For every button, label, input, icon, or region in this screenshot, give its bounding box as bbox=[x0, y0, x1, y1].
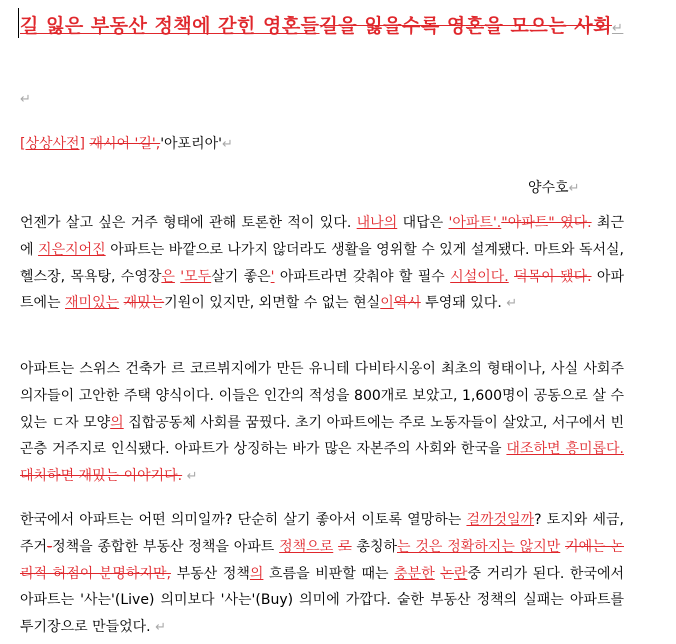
author-name[interactable] bbox=[528, 177, 579, 197]
text-run: 아파트는 바깥으로 나가지 않더라도 생활을 영위할 수 있게 설계됐다. 마트와 독서실, 헬스장, 목욕탕, 수영장 bbox=[20, 241, 625, 285]
text-run: 아파트라면 갖춰야 할 필수 bbox=[279, 268, 445, 285]
text-run: 아파트에는 bbox=[20, 268, 624, 312]
text-run: 중 거리가 된다. 한국에서 아파트는 '사는'(Live) 의미보다 '사는'(Buy) 의미에 가깝다. 숱한 부동산 정책의 실패는 아파트를 투기장으로 만들었다. bbox=[20, 565, 625, 636]
deleted-text: - bbox=[47, 538, 53, 555]
empty-paragraph[interactable] bbox=[20, 92, 31, 107]
deleted-text: 대치하면 재밌는 이야기다. bbox=[20, 468, 183, 485]
inserted-text: 걸까것일까 bbox=[466, 512, 535, 528]
inserted-text: 이 bbox=[380, 295, 394, 312]
text-run: 투영돼 있다. bbox=[425, 295, 502, 312]
deleted-text: 역시 bbox=[393, 295, 421, 312]
paragraph-mark-icon: ↵ bbox=[221, 137, 233, 152]
label-word: '아포리아' bbox=[160, 136, 222, 152]
title-inserted: 길 잃은 부동산 정책에 갇힌 영혼들 bbox=[20, 15, 320, 37]
inserted-text: ' bbox=[270, 268, 275, 285]
deleted-text: 기에는 논리적 허점이 분명하지만, bbox=[20, 538, 624, 582]
label-tag: [상상사전] bbox=[20, 136, 86, 152]
inserted-text: 정책으로 bbox=[279, 538, 334, 555]
paragraph-1[interactable] bbox=[20, 210, 624, 318]
text-run: 살기 좋은 bbox=[211, 268, 271, 285]
inserted-text: 의 bbox=[249, 565, 264, 582]
deleted-text: 로 bbox=[338, 538, 352, 555]
text-run: 총칭하 bbox=[356, 538, 397, 555]
inserted-text: 재미있는 bbox=[65, 295, 120, 312]
document-title[interactable] bbox=[20, 10, 626, 45]
paragraph-mark-icon: ↵ bbox=[506, 296, 518, 312]
text-cursor bbox=[18, 8, 19, 38]
text-run: 대답은 bbox=[402, 215, 444, 231]
text-run: 아파트는 스위스 건축가 르 코르뷔지에가 만든 유니테 다비타시옹이 최초의 형태이나, 사실 사회주의자들이 고안한 주택 양식이다. 이들은 인간의 적성을 800개로 보았고, 1,600명이 공동으로 살 수 있는 ㄷ자 모양 bbox=[20, 361, 624, 431]
label-deleted: 재시어 '길', bbox=[89, 136, 161, 152]
inserted-text: 지은지어진 bbox=[38, 241, 106, 258]
paragraph-2[interactable] bbox=[20, 356, 624, 491]
text-run: 부동산 정책 bbox=[176, 565, 250, 582]
text-run: ? 토지와 세금, 주거 bbox=[20, 512, 624, 555]
inserted-text: 내나의 bbox=[356, 215, 398, 231]
paragraph-mark-icon: ↵ bbox=[186, 469, 198, 485]
text-run: 정책을 종합한 부동산 정책을 아파트 bbox=[52, 538, 275, 555]
paragraph-mark-icon: ↵ bbox=[155, 620, 166, 636]
paragraph-mark-icon: ↵ bbox=[611, 21, 624, 36]
deleted-text: "아파트" 였다. bbox=[501, 215, 592, 231]
inserted-text: 은 bbox=[161, 268, 175, 285]
text-run: 최근에 bbox=[20, 215, 624, 258]
paragraph-mark-icon: ↵ bbox=[568, 181, 580, 196]
inserted-text: 의 bbox=[110, 414, 124, 431]
inserted-text: '아파트'. bbox=[448, 215, 502, 231]
deleted-text: 논 bbox=[440, 565, 454, 582]
inserted-text: 충분한 bbox=[394, 565, 435, 582]
deleted-text: 재밌는 bbox=[123, 295, 165, 312]
text-run: 기원이 있지만, 외면할 수 없는 현실 bbox=[164, 295, 381, 312]
text-run: 언젠가 살고 싶은 거주 형태에 관해 토론한 적이 있다. bbox=[20, 215, 352, 231]
inserted-text: 시설이다. bbox=[450, 268, 509, 285]
paragraph-3[interactable] bbox=[20, 507, 624, 642]
inserted-text: 란 bbox=[453, 565, 468, 582]
text-run: 집합공동체 사회를 꿈꿨다. 초기 아파트에는 주로 노동자들이 살았고, 서구에서 빈곤층 거주지로 인식됐다. 아파트가 상징하는 바가 많은 자본주의 사회와 한국을 bbox=[20, 414, 624, 458]
text-run: 흐름을 비판할 때는 bbox=[269, 565, 389, 582]
author-text: 양수호 bbox=[528, 180, 569, 196]
deleted-text: 덕목이 됐다. bbox=[514, 268, 592, 285]
inserted-text: 는 것은 정확하지는 않지만 bbox=[397, 538, 561, 555]
inserted-text: '모두 bbox=[180, 268, 212, 285]
paragraph-mark-icon: ↵ bbox=[20, 92, 31, 107]
section-label[interactable] bbox=[20, 133, 233, 153]
title-deleted: 길을 잃을수록 영혼을 모으는 사회 bbox=[319, 15, 612, 37]
text-run: 한국에서 아파트는 어떤 의미일까? 단순히 살기 좋아서 이토록 열망하는 bbox=[20, 512, 462, 528]
inserted-text: 대조하면 흥미롭다. bbox=[506, 441, 624, 458]
